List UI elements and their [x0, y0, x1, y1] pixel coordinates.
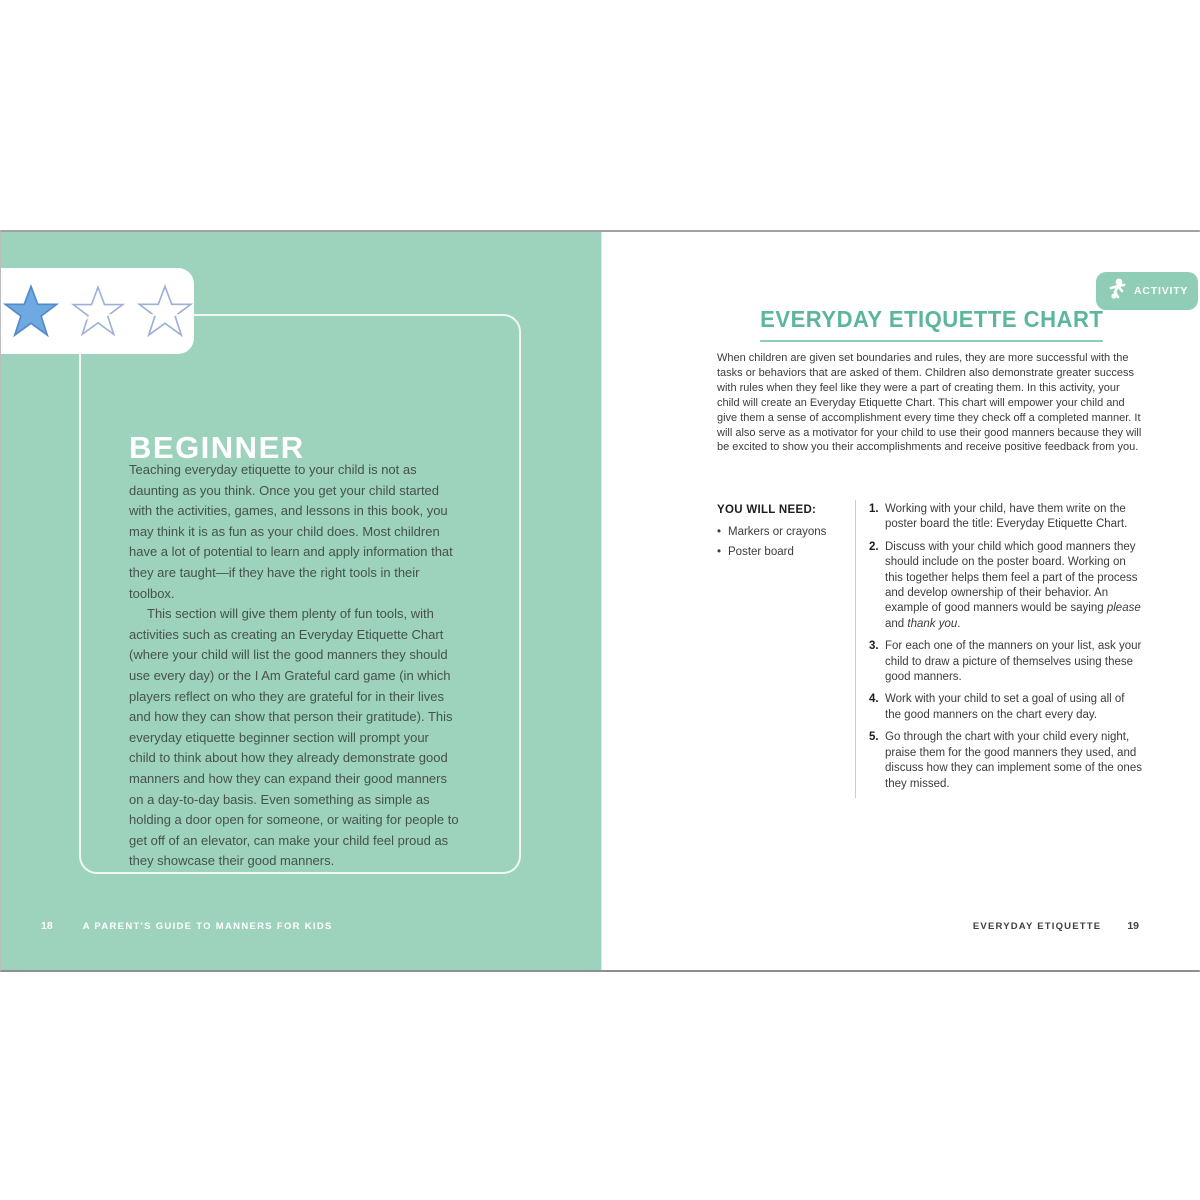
- materials-list: [717, 525, 842, 561]
- step-number: 1.: [869, 503, 879, 515]
- right-page-footer: [973, 920, 1139, 932]
- list-item: • Markers or crayons: [717, 525, 842, 541]
- numbered-steps-list: [869, 502, 1143, 792]
- step-text: Go through the chart with your child every night, praise them for the good manners they used, and discuss how they can implement some of the ones they missed.: [885, 731, 1142, 790]
- you-will-need-column: [717, 503, 842, 566]
- step-text: Work with your child to set a goal of using all of the good manners on the chart every day.: [885, 693, 1125, 721]
- you-will-need-heading: YOU WILL NEED:: [717, 504, 817, 516]
- step-number: 2.: [869, 540, 879, 553]
- page-number: 18: [41, 920, 53, 932]
- step-number: 5.: [869, 731, 879, 744]
- left-page-footer: [41, 920, 333, 932]
- running-chapter-title: EVERYDAY ETIQUETTE: [972, 921, 1102, 932]
- section-title: BEGINNER: [129, 430, 305, 465]
- list-item: • Poster board: [717, 545, 842, 561]
- step-item: [869, 540, 1143, 632]
- paragraph: This section will give them plenty of fun tools, with activities such as creating an Everyday Etiquette Chart (where your child will list the good manners they should use every day) or the I Am Grateful card game (in which players reflect on who they are grateful for in their lives and how they can show that person their gratitude). This everyday etiquette beginner section will prompt your child to think about how they already demonstrate good manners and how they can expand their good manners on a day-to-day basis. Even something as simple as holding a door open for someone, or waiting for people to get off of an elevator, can make your child feel proud as they showcase their good manners.: [129, 606, 459, 869]
- activity-tab-badge: [1096, 272, 1198, 310]
- left-page: [1, 232, 601, 970]
- child-activity-icon: [1106, 277, 1128, 306]
- section-body-text: [129, 460, 459, 872]
- star-filled-icon: [3, 283, 59, 339]
- step-text: Discuss with your child which good manners they should include on the poster board. Working on this together helps them feel a part of the process and develop ownership of their behavior. An example of good manners would be saying please and thank you.: [885, 540, 1141, 630]
- activity-badge-label: ACTIVITY: [1134, 285, 1189, 297]
- step-item: [869, 639, 1143, 685]
- book-spread: [0, 230, 1200, 972]
- step-item: [869, 692, 1143, 723]
- step-item: [869, 502, 1143, 533]
- instructions-column: [869, 502, 1143, 799]
- step-item: [869, 730, 1143, 792]
- right-page: [601, 232, 1200, 970]
- running-book-title: A PARENT'S GUIDE TO MANNERS FOR KIDS: [82, 921, 333, 932]
- paragraph: Teaching everyday etiquette to your child is not as daunting as you think. Once you get your child started with the activities, games, and lessons in this book, you may think it is as fun as your child does. Most children have a lot of potential to learn and apply information that they are taught—if they have the right tools in their toolbox.: [129, 462, 453, 601]
- step-number: 4.: [869, 693, 879, 706]
- step-text: For each one of the manners on your list, ask your child to draw a picture of themselves using these good manners.: [885, 640, 1142, 684]
- step-number: 3.: [869, 640, 879, 653]
- page-number: 19: [1127, 920, 1139, 932]
- activity-title: EVERYDAY ETIQUETTE CHART: [760, 306, 1103, 342]
- activity-intro-paragraph: When children are given set boundaries and rules, they are more successful with the tasks or behaviors that are asked of them. Children also demonstrate greater success with rules when they feel like they were a part of creating them. In this activity, your child will create an Everyday Etiquette Chart. This chart will empower your child and give them a sense of accomplishment every time they check off a completed manner. It will also serve as a motivator for your child to use their good manners because they will be excited to show you their accomplishments and receive positive feedback from you.: [717, 352, 1142, 454]
- step-text: Working with your child, have them write on the poster board the title: Everyday Etiquette Chart.: [885, 503, 1128, 531]
- activity-title-wrap: [717, 306, 1147, 342]
- column-divider: [855, 500, 856, 798]
